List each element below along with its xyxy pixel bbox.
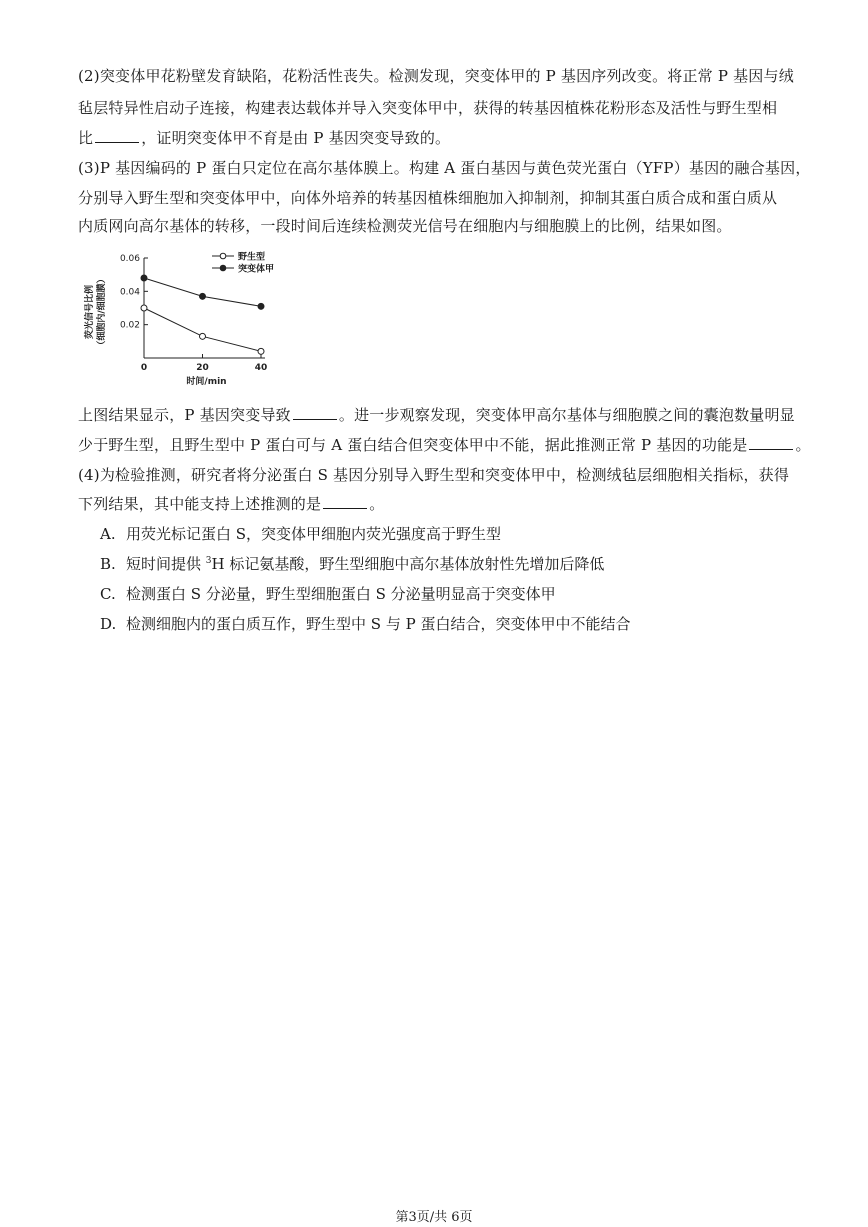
- answer-blank-4[interactable]: [323, 494, 367, 509]
- legend-marker: [220, 253, 226, 259]
- part3-after2-post: 。: [795, 436, 811, 454]
- part4-line2-post: 。: [369, 495, 385, 513]
- series-point-2: [258, 303, 264, 309]
- x-tick-label: 20: [196, 363, 209, 373]
- y-tick-label: 0.04: [119, 287, 140, 298]
- part3-line2: 分别导入野生型和突变体甲中，向体外培养的转基因植株细胞加入抑制剂，抑制其蛋白质合成和蛋白质从: [78, 189, 778, 207]
- y-axis-label: 荧光信号比例: [85, 284, 95, 340]
- option-c-letter: C.: [100, 585, 116, 603]
- legend-label: 野生型: [238, 252, 266, 263]
- option-b-text-post: H 标记氨基酸，野生型细胞中高尔基体放射性先增加后降低: [211, 555, 605, 573]
- part3-after1-post: 。进一步观察发现，突变体甲高尔基体与细胞膜之间的囊泡数量明显: [338, 406, 795, 424]
- y-axis-label-sub: （细胞内/细胞膜）: [97, 274, 107, 350]
- part3-after-line1: [78, 405, 795, 425]
- legend-marker: [220, 265, 226, 271]
- answer-blank-1[interactable]: [95, 128, 139, 143]
- series-line-1: [144, 308, 261, 351]
- series-point-1: [258, 348, 264, 354]
- x-axis-label: 时间/min: [186, 377, 227, 387]
- series-point-1: [141, 305, 147, 311]
- series-point-2: [200, 293, 206, 299]
- chart-series: [141, 275, 264, 354]
- option-c[interactable]: [100, 584, 556, 604]
- chart-legend: [212, 251, 274, 275]
- option-b-letter: B.: [100, 555, 116, 573]
- answer-blank-2[interactable]: [293, 405, 337, 420]
- option-c-text: 检测蛋白 S 分泌量，野生型细胞蛋白 S 分泌量明显高于突变体甲: [126, 585, 556, 603]
- part2-line3-post: ，证明突变体甲不育是由 P 基因突变导致的。: [141, 129, 451, 147]
- part2-line3: [78, 128, 788, 148]
- option-a-letter: A.: [100, 525, 116, 543]
- part3-after1-pre: 上图结果显示，P 基因突变导致: [78, 406, 291, 424]
- part4-line2-pre: 下列结果，其中能支持上述推测的是: [78, 495, 322, 513]
- page-footer: 第3页/共 6页: [395, 1210, 473, 1225]
- part2-line2: 毡层特异性启动子连接，构建表达载体并导入突变体甲中，获得的转基因植株花粉形态及活性与野生型相: [78, 99, 778, 117]
- part4-line1: (4)为检验推测，研究者将分泌蛋白 S 基因分别导入野生型和突变体甲中，检测绒毡层细胞相关指标，获得: [78, 466, 790, 484]
- part3-after-line2: [78, 435, 811, 455]
- series-point-1: [200, 333, 206, 339]
- option-b-superscript: 3: [205, 556, 212, 566]
- option-d-letter: D.: [100, 615, 117, 633]
- option-d[interactable]: [100, 614, 630, 634]
- part2-line1: (2)突变体甲花粉壁发育缺陷，花粉活性丧失。检测发现，突变体甲的 P 基因序列改变。将正常 P 基因与绒: [78, 67, 794, 85]
- option-d-text: 检测细胞内的蛋白质互作，野生型中 S 与 P 蛋白结合，突变体甲中不能结合: [126, 615, 631, 633]
- part2-line3-pre: 比: [78, 129, 94, 147]
- part3-line1: (3)P 基因编码的 P 蛋白只定位在高尔基体膜上。构建 A 蛋白基因与黄色荧光蛋白（YFP）基因的融合基因，: [78, 159, 811, 177]
- option-a[interactable]: [100, 524, 501, 544]
- part4-line2: [78, 494, 788, 514]
- x-tick-label: 40: [254, 363, 268, 373]
- option-b[interactable]: [100, 554, 604, 574]
- fluorescence-ratio-chart: [78, 244, 278, 390]
- y-tick-label: 0.06: [119, 254, 140, 264]
- option-b-text-pre: 短时间提供: [126, 555, 206, 573]
- part3-after2-pre: 少于野生型，且野生型中 P 蛋白可与 A 蛋白结合但突变体甲中不能，据此推测正常 P 基因的功能是: [78, 436, 748, 454]
- legend-label: 突变体甲: [238, 264, 275, 275]
- answer-blank-3[interactable]: [749, 435, 793, 450]
- y-tick-label: 0.02: [119, 320, 140, 331]
- part3-line3: 内质网向高尔基体的转移，一段时间后连续检测荧光信号在细胞内与细胞膜上的比例，结果如图。: [78, 217, 732, 235]
- x-tick-label: 0: [140, 363, 148, 373]
- option-a-text: 用荧光标记蛋白 S，突变体甲细胞内荧光强度高于野生型: [126, 525, 502, 543]
- series-point-2: [141, 275, 147, 281]
- series-line-2: [144, 278, 261, 306]
